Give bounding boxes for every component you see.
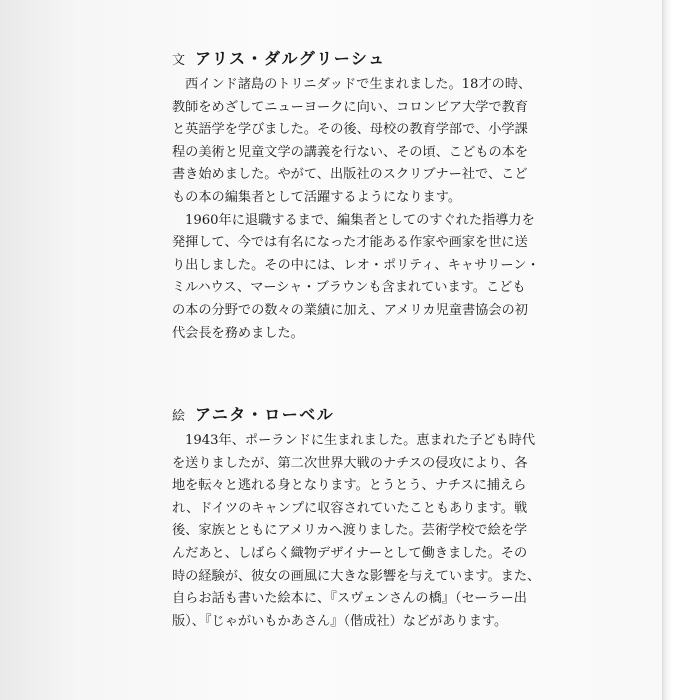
illustrator-role-label: 絵 [172,409,186,424]
text-line: もの本の編集者として活躍するようになります。 [172,189,462,205]
text-line: 代会長を務めました。 [172,325,304,341]
text-line: を送りましたが、第二次世界大戦のナチスの侵攻により、各 [172,455,528,471]
text-line: 自らお話も書いた絵本に、『スヴェンさんの橋』（セーラー出 [172,591,527,607]
text-line: 書き始めました。やがて、出版社のスクリブナー社で、こど [172,167,528,183]
text-line: 版）、『じゃがいもかあさん』（偕成社）などがあります。 [172,613,508,629]
text-line: の本の分野での数々の業績に加え、アメリカ児童書協会の初 [172,302,528,318]
text-line: 程の美術と児童文学の講義を行ない、その頃、こどもの本を [172,144,529,160]
author-bio-paragraph-2 [172,210,540,346]
text-line: 地を転々と逃れる身となります。とうとう、ナチスに捕えら [172,478,527,494]
text-line: 時の経験が、彼女の画風に大きな影響を与えています。また、 [172,568,541,584]
text-line: 後、家族とともにアメリカへ渡りました。芸術学校で絵を学 [172,523,528,539]
text-line: り出しました。その中には、レオ・ポリティ、キャサリーン・ [172,257,540,273]
illustrator-name: アニタ・ローベル [195,405,335,424]
text-line: 1960年に退職するまで、編集者としてのすぐれた指導力を [185,212,535,228]
text-line: ミルハウス、マーシャ・ブラウンも含まれています。こども [172,280,526,296]
text-line: と英語学を学びました。その後、母校の教育学部で、小学課 [172,122,528,138]
author-section [172,46,540,345]
author-role-label: 文 [172,53,186,68]
author-name: アリス・ダルグリーシュ [195,49,386,68]
text-line: 発揮して、今では有名になった才能ある作家や画家を世に送 [172,235,528,251]
text-line: 西インド諸島のトリニダッドで生まれました。18才の時、 [185,77,532,92]
text-line: 1943年、ポーランドに生まれました。恵まれた子ども時代 [185,433,536,448]
illustrator-bio-paragraph [172,430,541,633]
text-line: 教師をめざしてニューヨークに向い、コロンビア大学で教育 [172,99,529,115]
author-bio-paragraph-1 [172,74,532,210]
text-line: んだあと、しばらく織物デザイナーとして働きました。その [172,545,528,561]
author-heading [172,46,532,72]
illustrator-heading [172,402,532,428]
text-line: れ、ドイツのキャンプに収容されていたこともあります。戦 [172,500,528,516]
illustrator-section [172,402,541,633]
page-edge [662,0,700,700]
